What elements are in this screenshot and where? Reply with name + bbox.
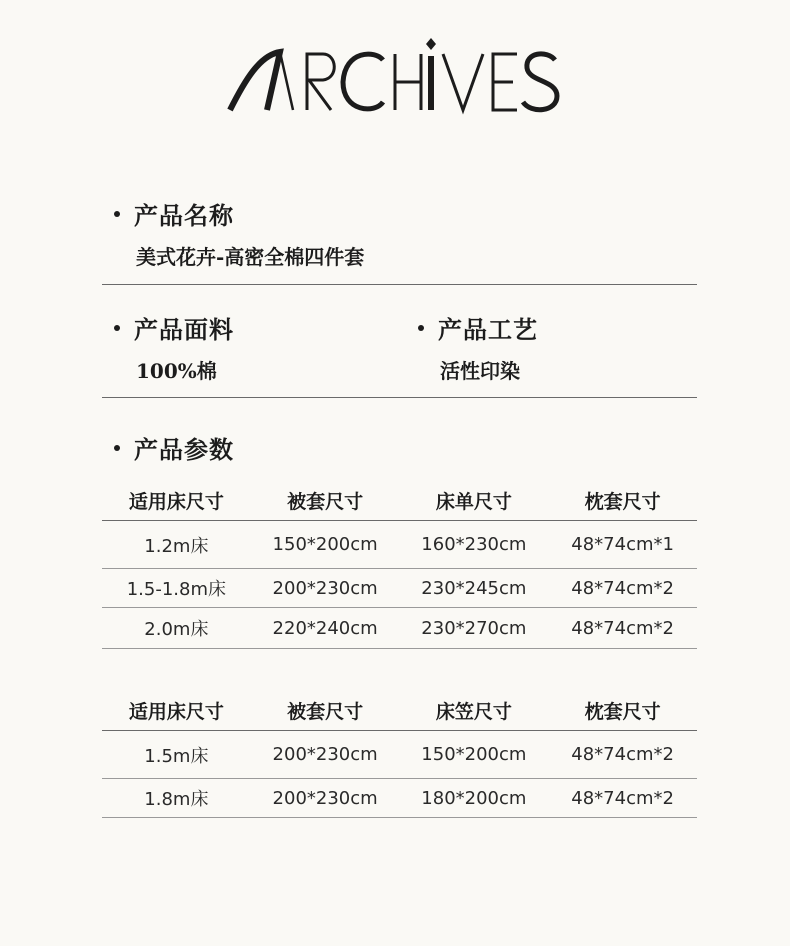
table-cell: 1.5m床 (144, 745, 209, 767)
table-row (102, 731, 697, 778)
table-cell: 150*200cm (272, 534, 378, 555)
table-cell: 200*230cm (272, 744, 378, 765)
bullet-icon (114, 211, 120, 217)
table-cell: 48*74cm*2 (571, 577, 674, 599)
header-duvet-size: 被套尺寸 (287, 490, 364, 513)
header-pillow-size: 枕套尺寸 (584, 700, 661, 723)
size-table-2 (102, 690, 697, 818)
table-cell: 1.2m床 (144, 535, 209, 557)
table-cell: 1.8m床 (144, 789, 209, 810)
table-row (102, 569, 697, 607)
header-pillow-size: 枕套尺寸 (584, 490, 661, 513)
table-cell: 48*74cm*2 (571, 617, 674, 639)
craft-value: 活性印染 (440, 359, 520, 383)
table-cell: 200*230cm (272, 787, 378, 809)
params-section (114, 430, 234, 465)
divider (102, 817, 697, 818)
bullet-icon (114, 445, 120, 451)
params-title: 产品参数 (134, 435, 234, 464)
size-table-1 (102, 480, 697, 649)
table-row (102, 521, 697, 568)
material-value: 100%棉 (136, 359, 217, 383)
table-cell: 48*74cm*2 (571, 744, 674, 765)
header-duvet-size: 被套尺寸 (287, 700, 364, 723)
header-bed-size: 适用床尺寸 (128, 490, 224, 513)
table-row (102, 608, 697, 648)
material-section (114, 310, 234, 384)
table-cell: 48*74cm*1 (571, 534, 674, 555)
table-header (102, 480, 697, 520)
product-name-value: 美式花卉-高密全棉四件套 (136, 245, 365, 269)
bullet-icon (418, 325, 424, 331)
bullet-icon (114, 325, 120, 331)
table-cell: 230*270cm (421, 617, 527, 639)
material-title: 产品面料 (134, 315, 234, 344)
header-fitted-sheet-size: 床笠尺寸 (435, 700, 512, 723)
brand-logo (0, 30, 790, 120)
table-cell: 48*74cm*2 (571, 787, 674, 809)
table-cell: 1.5-1.8m床 (126, 579, 227, 600)
table-cell: 2.0m床 (144, 619, 209, 640)
header-bed-size: 适用床尺寸 (128, 700, 224, 723)
table-cell: 160*230cm (421, 534, 527, 555)
table-cell: 230*245cm (421, 577, 527, 599)
table-cell: 150*200cm (421, 744, 527, 765)
product-name-section (114, 196, 364, 270)
table-header (102, 690, 697, 730)
divider (102, 397, 697, 398)
product-name-title: 产品名称 (134, 201, 234, 230)
header-sheet-size: 床单尺寸 (435, 490, 512, 513)
archives-logo-icon (225, 30, 565, 120)
divider (102, 284, 697, 285)
table-cell: 220*240cm (272, 617, 378, 639)
table-cell: 180*200cm (421, 787, 527, 809)
table-row (102, 779, 697, 817)
craft-section (418, 310, 538, 384)
craft-title: 产品工艺 (438, 315, 538, 344)
divider (102, 648, 697, 649)
table-cell: 200*230cm (272, 577, 378, 599)
